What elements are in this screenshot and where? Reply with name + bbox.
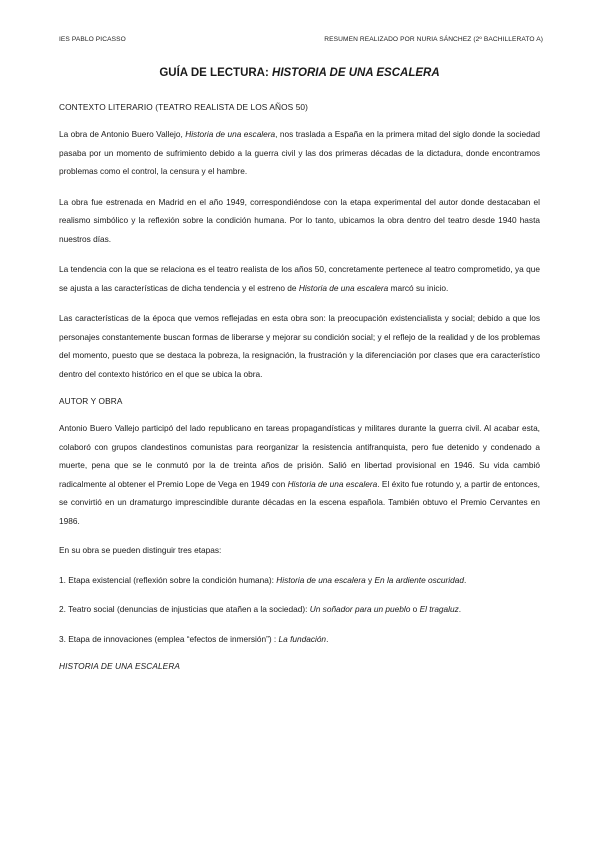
etapa-1-text: 1. Etapa existencial (reflexión sobre la condición humana):: [59, 574, 277, 585]
contexto-paragraph-3: [59, 260, 540, 297]
contexto-paragraph-4: Las características de la época que vemos reflejadas en esta obra son: la preocupación existencialista y social; debido a que los personajes constantemente buscan formas de liberarse y mejorar su condición social; y el reflejo de la realidad y de los problemas del momento, puesto que se destaca la pobreza, la resignación, la frustración y la diferenciación por clases que era característico dentro del contexto histórico en el que se ubica la obra.: [59, 313, 540, 379]
etapa-2-work-2: El tragaluz: [419, 604, 459, 614]
section-heading-historia: HISTORIA DE UNA ESCALERA: [59, 661, 181, 671]
header-school: IES PABLO PICASSO: [59, 36, 126, 43]
etapa-1-conj: y: [365, 574, 375, 585]
title-main: GUÍA DE LECTURA:: [159, 67, 273, 79]
etapa-item-3: [59, 630, 540, 649]
etapa-2-text: 2. Teatro social (denuncias de injusticias que atañen a la sociedad):: [59, 604, 310, 614]
document-title: [59, 66, 540, 80]
etapa-2-work-1: Un soñador para un pueblo: [309, 604, 411, 614]
etapa-3-work: La fundación: [278, 633, 327, 644]
etapa-3-text: 3. Etapa de innovaciones (emplea “efectos de inmersión”) :: [59, 633, 279, 644]
etapa-1-work-1: Historia de una escalera: [276, 574, 366, 585]
etapa-item-1: [59, 571, 540, 590]
autor-p1-text-b: . El éxito fue rotundo y, a partir de entonces, se convirtió en un dramaturgo imprescindible durante décadas en la escena española. También obtuvo el Premio Cervantes en 1986.: [59, 478, 540, 526]
autor-p1-text-a: Antonio Buero Vallejo participó del lado republicano en tareas propagandísticas y militares durante la guerra civil. Al acabar esta, colaboró con grupos clandestinos comunistas para reorganizar la resistencia antifranquista, pero fue detenido y condenado a muerte, pena que se le conmutó por la de treinta años de prisión. Salió en libertad provisional en 1946. Su vida cambió radicalmente al obtener el Premio Lope de Vega en 1949 con: [59, 423, 540, 489]
section-heading-contexto: CONTEXTO LITERARIO (TEATRO REALISTA DE LOS AÑOS 50): [59, 102, 308, 112]
document-body: [59, 66, 540, 672]
contexto-p3-text-b: marcó su inicio.: [388, 282, 449, 293]
etapa-3-end: .: [326, 633, 329, 644]
etapa-2-end: .: [458, 604, 462, 614]
autor-p1-work-title: Historia de una escalera: [287, 478, 378, 489]
etapa-1-end: .: [463, 574, 467, 585]
section-heading-autor: AUTOR Y OBRA: [59, 396, 123, 406]
header-author-note: RESUMEN REALIZADO POR NURIA SÁNCHEZ (2º BACHILLERATO A): [324, 36, 543, 43]
contexto-p1-text-a: La obra de Antonio Buero Vallejo,: [59, 129, 186, 139]
title-italic: HISTORIA DE UNA ESCALERA: [272, 67, 440, 79]
contexto-paragraph-2: La obra fue estrenada en Madrid en el año 1949, correspondiéndose con la etapa experimental del autor donde destacaban el realismo simbólico y la reflexión sobre la condición humana. Por lo tanto, ubicamos la obra dentro del teatro desde 1940 hasta nuestros días.: [59, 196, 540, 244]
etapa-2-conj: o: [410, 604, 420, 614]
contexto-p1-text-b: , nos traslada a España en la primera mitad del siglo donde la sociedad pasaba por un momento de sufrimiento debido a la guerra civil y las dos primeras décadas de la dictadura, donde encontramos problemas como el control, la censura y el hambre.: [59, 129, 540, 176]
autor-paragraph-1: [59, 419, 540, 530]
etapa-1-work-2: En la ardiente oscuridad: [374, 574, 464, 585]
autor-paragraph-2: En su obra se pueden distinguir tres etapas:: [59, 545, 222, 555]
contexto-p1-work-title: Historia de una escalera: [185, 129, 276, 139]
contexto-p3-text-a: La tendencia con la que se relaciona es el teatro realista de los años 50, concretamente pertenece al teatro comprometido, ya que se ajusta a las características de dicha tendencia y el estreno de: [59, 264, 540, 293]
contexto-p3-work-title: Historia de una escalera: [298, 282, 389, 293]
etapa-item-2: [59, 600, 540, 619]
contexto-paragraph-1: [59, 125, 540, 181]
